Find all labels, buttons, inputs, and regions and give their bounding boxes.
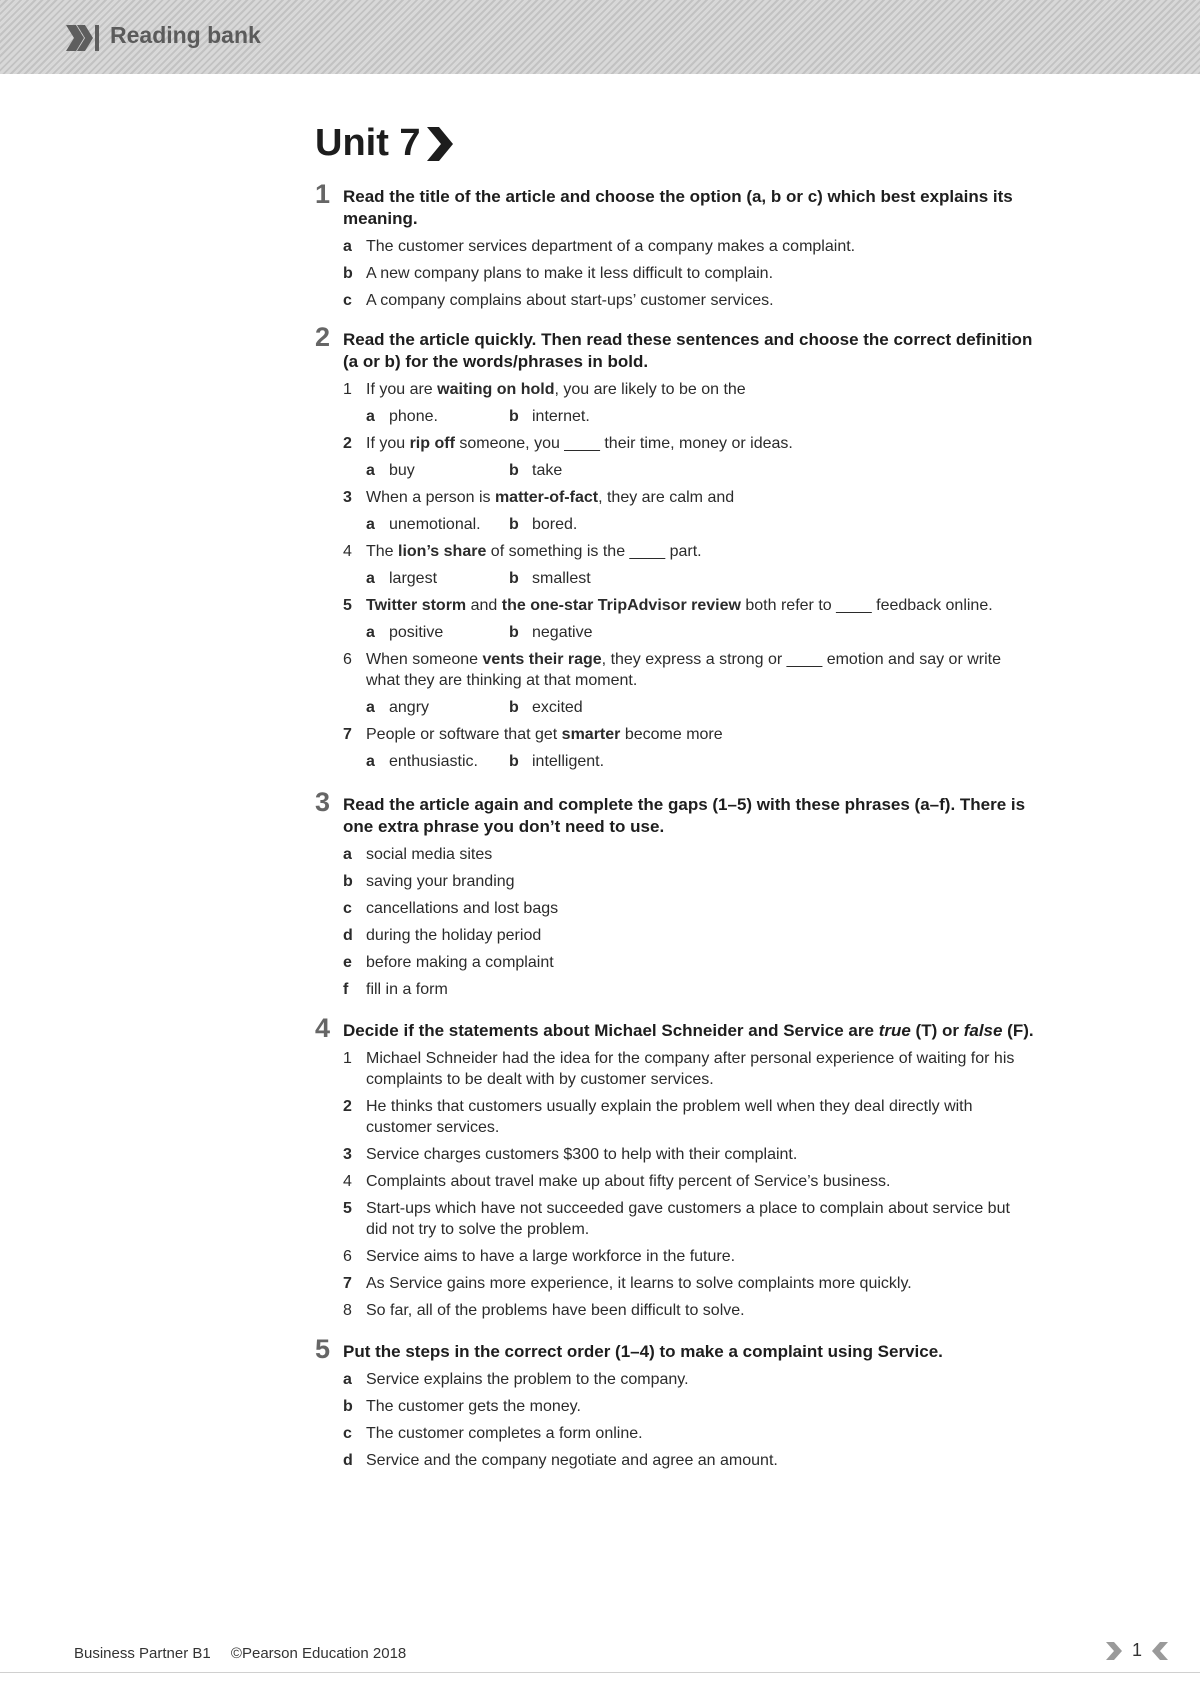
chevron-left-icon bbox=[1150, 1642, 1168, 1660]
item-text bbox=[366, 952, 554, 973]
item-text bbox=[366, 1300, 745, 1321]
bold-term: matter-of-fact bbox=[494, 489, 599, 506]
text-run: As Service gains more experience, it learns to solve complaints more quickly. bbox=[366, 1275, 912, 1292]
text-run: The customer services department of a company makes a complaint. bbox=[366, 238, 856, 255]
text-run: become more bbox=[620, 726, 723, 743]
footer-page-marker bbox=[1106, 1640, 1168, 1661]
item-label: 3 bbox=[343, 1146, 352, 1163]
exercise-instruction bbox=[343, 186, 1035, 230]
text-run: fill in a form bbox=[366, 981, 448, 998]
item-text bbox=[366, 290, 774, 311]
bold-term: lion’s share bbox=[398, 543, 487, 560]
unit-title-text: Unit 7 bbox=[315, 122, 421, 164]
item-text bbox=[366, 871, 515, 892]
item-text bbox=[366, 541, 702, 562]
option-text: largest bbox=[389, 570, 438, 587]
option-label: b bbox=[509, 516, 519, 533]
exercise-item bbox=[343, 724, 1035, 745]
footer-book-title: Business Partner B1 bbox=[74, 1645, 211, 1662]
option-text: unemotional. bbox=[389, 516, 481, 533]
text-run: Michael Schneider had the idea for the company after personal experience of waiting for his complaints to be dealt with by customer services. bbox=[366, 1050, 1015, 1088]
option-label: b bbox=[509, 408, 519, 425]
text-run: of something is the ____ part. bbox=[486, 543, 702, 560]
option-text: angry bbox=[389, 699, 430, 716]
item-label: c bbox=[343, 900, 352, 917]
item-text bbox=[366, 1171, 890, 1192]
answer-options bbox=[366, 697, 1035, 718]
bold-term: vents their rage bbox=[482, 651, 602, 668]
item-text bbox=[366, 898, 558, 919]
item-text bbox=[366, 236, 855, 257]
text-run: When someone bbox=[366, 651, 483, 668]
item-label: 1 bbox=[343, 1050, 352, 1067]
text-run: before making a complaint bbox=[366, 954, 554, 971]
exercise-item bbox=[343, 952, 1035, 973]
item-label: 4 bbox=[343, 1173, 352, 1190]
item-text bbox=[366, 263, 773, 284]
item-label: e bbox=[343, 954, 352, 971]
exercise-content bbox=[315, 179, 1035, 1477]
exercise-item bbox=[343, 1450, 1035, 1471]
exercise-item bbox=[343, 487, 1035, 508]
option-label: a bbox=[366, 408, 375, 425]
exercise-item bbox=[343, 290, 1035, 311]
item-text bbox=[366, 487, 734, 508]
item-text bbox=[366, 649, 1035, 691]
answer-option bbox=[509, 460, 652, 481]
answer-option bbox=[509, 697, 652, 718]
answer-option bbox=[509, 568, 652, 589]
answer-options bbox=[366, 514, 1035, 535]
item-label: 7 bbox=[343, 1275, 352, 1292]
text-run: Read the title of the article and choose the option (a, b or c) which best explains its meaning. bbox=[343, 187, 1013, 228]
text-run: A new company plans to make it less difficult to complain. bbox=[366, 265, 774, 282]
item-text bbox=[366, 1246, 735, 1267]
text-run: Read the article quickly. Then read these sentences and choose the correct definition (a or b) for the words/phrases in bold. bbox=[343, 330, 1033, 371]
item-label: b bbox=[343, 1398, 353, 1415]
answer-option bbox=[366, 751, 509, 772]
answer-options bbox=[366, 460, 1035, 481]
text-run: The customer completes a form online. bbox=[366, 1425, 643, 1442]
text-run: People or software that get bbox=[366, 726, 562, 743]
text-run: A company complains about start-ups’ customer services. bbox=[366, 292, 774, 309]
exercise-item bbox=[343, 871, 1035, 892]
exercise-item bbox=[343, 1423, 1035, 1444]
option-text: take bbox=[532, 462, 563, 479]
item-text bbox=[366, 379, 746, 400]
text-run: If you bbox=[366, 435, 410, 452]
option-label: a bbox=[366, 516, 375, 533]
option-label: a bbox=[366, 570, 375, 587]
answer-option bbox=[366, 406, 509, 427]
text-run: , you are likely to be on the bbox=[554, 381, 746, 398]
text-run: Decide if the statements about Michael Schneider and Service are bbox=[343, 1021, 879, 1040]
option-label: b bbox=[509, 699, 519, 716]
item-text bbox=[366, 1396, 581, 1417]
page-number: 1 bbox=[1131, 1640, 1142, 1660]
item-label: 3 bbox=[343, 489, 352, 506]
item-text bbox=[366, 433, 793, 454]
header-title: Reading bank bbox=[110, 22, 261, 48]
text-run: Service and the company negotiate and agree an amount. bbox=[366, 1452, 778, 1469]
option-label: b bbox=[509, 570, 519, 587]
text-run: Start-ups which have not succeeded gave customers a place to complain about service but did not try to solve the problem. bbox=[366, 1200, 1010, 1238]
text-run: He thinks that customers usually explain the problem well when they deal directly with customer services. bbox=[366, 1098, 973, 1136]
exercise-item bbox=[343, 1300, 1035, 1321]
item-label: d bbox=[343, 1452, 353, 1469]
option-label: b bbox=[509, 753, 519, 770]
exercise-item bbox=[343, 925, 1035, 946]
item-text bbox=[366, 1423, 643, 1444]
item-label: 5 bbox=[343, 1200, 352, 1217]
text-run: social media sites bbox=[366, 846, 493, 863]
option-label: a bbox=[366, 462, 375, 479]
exercise-item bbox=[343, 236, 1035, 257]
item-label: c bbox=[343, 292, 352, 309]
footer-copyright: ©Pearson Education 2018 bbox=[230, 1645, 407, 1662]
option-text: phone. bbox=[389, 408, 438, 425]
item-label: a bbox=[343, 238, 352, 255]
exercise-item bbox=[343, 433, 1035, 454]
item-text bbox=[366, 724, 723, 745]
item-label: 4 bbox=[343, 543, 352, 560]
item-text bbox=[366, 1198, 1035, 1240]
text-run: saving your branding bbox=[366, 873, 515, 890]
exercise-number: 3 bbox=[315, 787, 331, 817]
text-run: Service explains the problem to the company. bbox=[366, 1371, 689, 1388]
exercise-item bbox=[343, 1198, 1035, 1240]
exercise-item bbox=[343, 979, 1035, 1000]
exercise-number: 4 bbox=[315, 1013, 331, 1043]
item-text bbox=[366, 1273, 912, 1294]
text-run: , they express a strong or ____ emotion and say or write what they are thinking at that moment. bbox=[366, 651, 1001, 689]
item-text bbox=[366, 1450, 778, 1471]
exercise-2 bbox=[315, 322, 1035, 772]
unit-title bbox=[315, 122, 455, 165]
exercise-item bbox=[343, 1171, 1035, 1192]
answer-option bbox=[366, 514, 509, 535]
exercise-number: 5 bbox=[315, 1334, 331, 1364]
answer-option bbox=[509, 751, 652, 772]
item-text bbox=[366, 1144, 797, 1165]
option-text: buy bbox=[389, 462, 415, 479]
item-text bbox=[366, 844, 492, 865]
item-label: a bbox=[343, 1371, 352, 1388]
answer-option bbox=[366, 622, 509, 643]
bold-term: Twitter storm bbox=[366, 597, 467, 614]
text-run: Service charges customers $300 to help with their complaint. bbox=[366, 1146, 798, 1163]
chevron-right-icon bbox=[425, 127, 455, 161]
option-label: a bbox=[366, 624, 375, 641]
exercise-item bbox=[343, 1096, 1035, 1138]
option-text: negative bbox=[532, 624, 593, 641]
text-run: cancellations and lost bags bbox=[366, 900, 559, 917]
footer-divider bbox=[0, 1672, 1200, 1673]
text-run: both refer to ____ feedback online. bbox=[740, 597, 993, 614]
item-label: 1 bbox=[343, 381, 352, 398]
answer-option bbox=[366, 460, 509, 481]
answer-option bbox=[509, 406, 652, 427]
exercise-instruction bbox=[343, 1020, 1035, 1042]
bold-term: rip off bbox=[409, 435, 455, 452]
exercise-item bbox=[343, 649, 1035, 691]
exercise-5 bbox=[315, 1334, 1035, 1471]
double-chevron-bar-icon bbox=[66, 25, 100, 51]
item-label: b bbox=[343, 265, 353, 282]
answer-options bbox=[366, 751, 1035, 772]
item-label: c bbox=[343, 1425, 352, 1442]
exercise-item bbox=[343, 1369, 1035, 1390]
exercise-item bbox=[343, 1144, 1035, 1165]
item-label: b bbox=[343, 873, 353, 890]
exercise-item bbox=[343, 541, 1035, 562]
exercise-item bbox=[343, 595, 1035, 616]
exercise-1 bbox=[315, 179, 1035, 311]
item-label: 7 bbox=[343, 726, 352, 743]
bold-term: the one-star TripAdvisor review bbox=[501, 597, 741, 614]
item-text bbox=[366, 595, 993, 616]
text-run: When a person is bbox=[366, 489, 495, 506]
exercise-instruction bbox=[343, 794, 1035, 838]
item-text bbox=[366, 1096, 1035, 1138]
exercise-item bbox=[343, 379, 1035, 400]
answer-option bbox=[366, 568, 509, 589]
bold-term: waiting on hold bbox=[437, 381, 555, 398]
item-label: 2 bbox=[343, 1098, 352, 1115]
exercise-item bbox=[343, 1273, 1035, 1294]
exercise-3 bbox=[315, 787, 1035, 1000]
text-run: (F). bbox=[1002, 1021, 1034, 1040]
option-label: a bbox=[366, 699, 375, 716]
exercise-instruction bbox=[343, 329, 1035, 373]
exercise-item bbox=[343, 898, 1035, 919]
text-run: true bbox=[878, 1021, 911, 1040]
text-run: The bbox=[366, 543, 399, 560]
exercise-item bbox=[343, 1396, 1035, 1417]
text-run: Complaints about travel make up about fifty percent of Service’s business. bbox=[366, 1173, 891, 1190]
text-run: during the holiday period bbox=[366, 927, 542, 944]
answer-options bbox=[366, 406, 1035, 427]
bold-term: smarter bbox=[561, 726, 621, 743]
text-run: The customer gets the money. bbox=[366, 1398, 581, 1415]
option-text: internet. bbox=[532, 408, 590, 425]
option-label: a bbox=[366, 753, 375, 770]
option-text: excited bbox=[532, 699, 583, 716]
item-label: a bbox=[343, 846, 352, 863]
exercise-instruction bbox=[343, 1341, 1035, 1363]
exercise-item bbox=[343, 1048, 1035, 1090]
item-label: 2 bbox=[343, 435, 352, 452]
footer bbox=[74, 1645, 406, 1662]
exercise-item bbox=[343, 844, 1035, 865]
text-run: and bbox=[466, 597, 502, 614]
option-label: b bbox=[509, 624, 519, 641]
option-label: b bbox=[509, 462, 519, 479]
item-label: 6 bbox=[343, 1248, 352, 1265]
exercise-4 bbox=[315, 1013, 1035, 1321]
item-label: 6 bbox=[343, 651, 352, 668]
text-run: Service aims to have a large workforce in the future. bbox=[366, 1248, 736, 1265]
exercise-item bbox=[343, 263, 1035, 284]
item-label: f bbox=[343, 981, 349, 998]
answer-option bbox=[509, 622, 652, 643]
text-run: false bbox=[963, 1021, 1003, 1040]
answer-options bbox=[366, 568, 1035, 589]
item-text bbox=[366, 925, 541, 946]
text-run: someone, you ____ their time, money or ideas. bbox=[454, 435, 793, 452]
option-text: intelligent. bbox=[532, 753, 605, 770]
answer-option bbox=[366, 697, 509, 718]
option-text: smallest bbox=[532, 570, 591, 587]
item-text bbox=[366, 1369, 689, 1390]
text-run: Put the steps in the correct order (1–4) to make a complaint using Service. bbox=[343, 1342, 943, 1361]
text-run: , they are calm and bbox=[598, 489, 735, 506]
text-run: If you are bbox=[366, 381, 438, 398]
answer-option bbox=[509, 514, 652, 535]
option-text: enthusiastic. bbox=[389, 753, 478, 770]
item-label: d bbox=[343, 927, 353, 944]
exercise-number: 2 bbox=[315, 322, 331, 352]
text-run: So far, all of the problems have been difficult to solve. bbox=[366, 1302, 745, 1319]
text-run: (T) or bbox=[910, 1021, 964, 1040]
item-label: 5 bbox=[343, 597, 352, 614]
item-label: 8 bbox=[343, 1302, 352, 1319]
option-text: positive bbox=[389, 624, 444, 641]
exercise-item bbox=[343, 1246, 1035, 1267]
chevron-right-icon bbox=[1106, 1642, 1124, 1660]
exercise-number: 1 bbox=[315, 179, 331, 209]
item-text bbox=[366, 1048, 1035, 1090]
option-text: bored. bbox=[532, 516, 578, 533]
answer-options bbox=[366, 622, 1035, 643]
item-text bbox=[366, 979, 448, 1000]
text-run: Read the article again and complete the gaps (1–5) with these phrases (a–f). There is one extra phrase you don’t need to use. bbox=[343, 795, 1026, 836]
page-header bbox=[0, 0, 1200, 74]
